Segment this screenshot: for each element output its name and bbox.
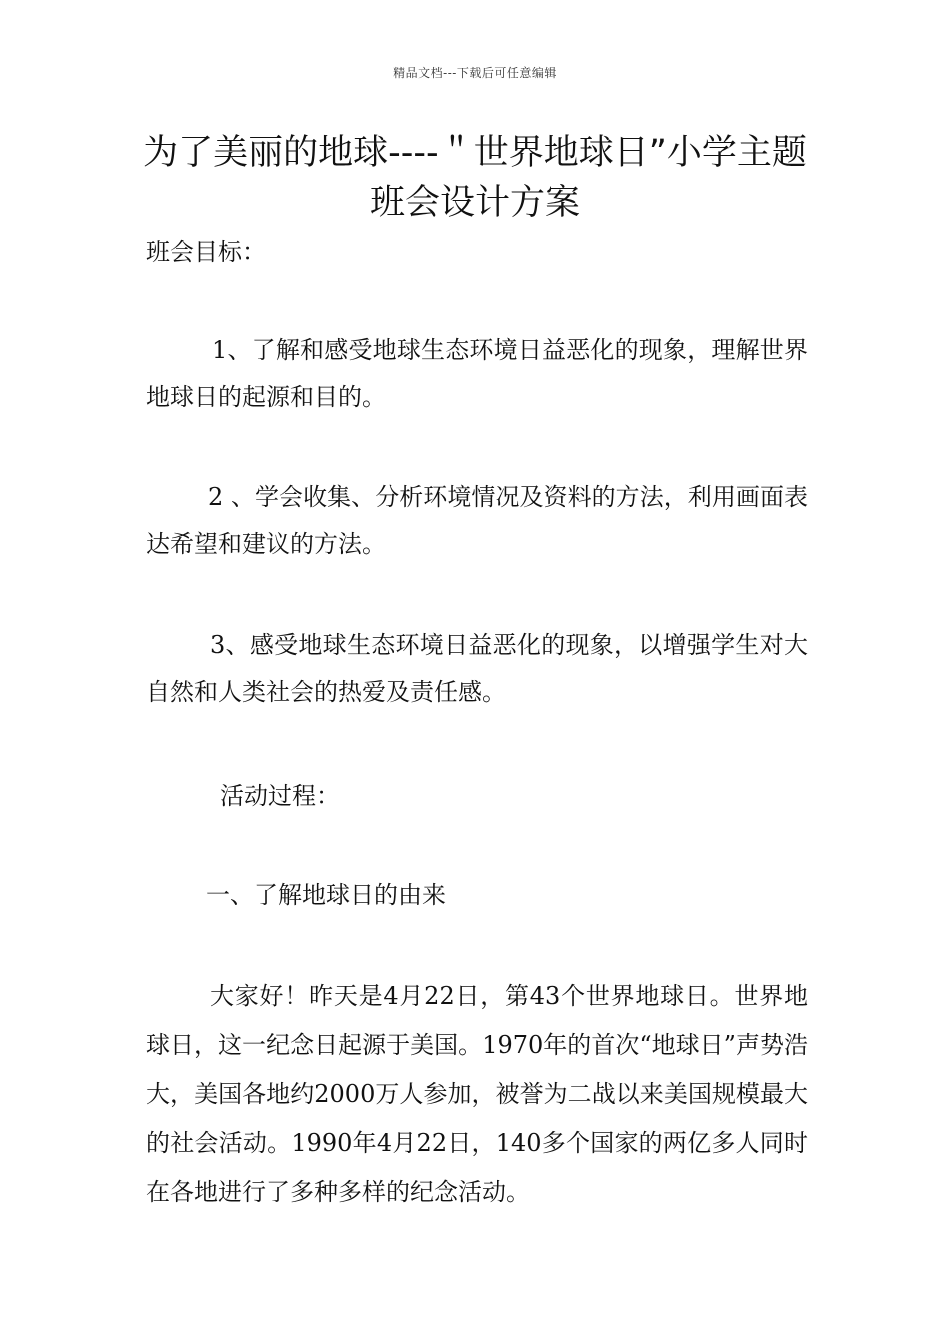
section-1-heading: 一、了解地球日的由来	[206, 881, 446, 909]
process-heading: 活动过程：	[220, 782, 340, 810]
body-paragraph-1: 大家好！昨天是4月22日，第43个世界地球日。世界地球日，这一纪念日起源于美国。1970年的首次“地球日”声势浩大，美国各地约2000万人参加，被誉为二战以来美国规模最大的社会活动。1990年4月22日，140多个国家的两亿多人同时在各地进行了多种多样的纪念活动。	[146, 982, 808, 1206]
goal-item-2: 2 、学会收集、分析环境情况及资料的方法，利用画面表达希望和建议的方法。	[146, 483, 808, 558]
goal-heading: 班会目标：	[146, 238, 266, 266]
goal-item-1: 1、了解和感受地球生态环境日益恶化的现象，理解世界地球日的起源和目的。	[146, 336, 808, 411]
goal-item-3: 3、感受地球生态环境日益恶化的现象，以增强学生对大自然和人类社会的热爱及责任感。	[146, 631, 808, 706]
document-title: 为了美丽的地球----＂世界地球日”小学主题班会设计方案	[143, 133, 807, 223]
page-header: 精品文档---下载后可任意编辑	[393, 66, 557, 80]
